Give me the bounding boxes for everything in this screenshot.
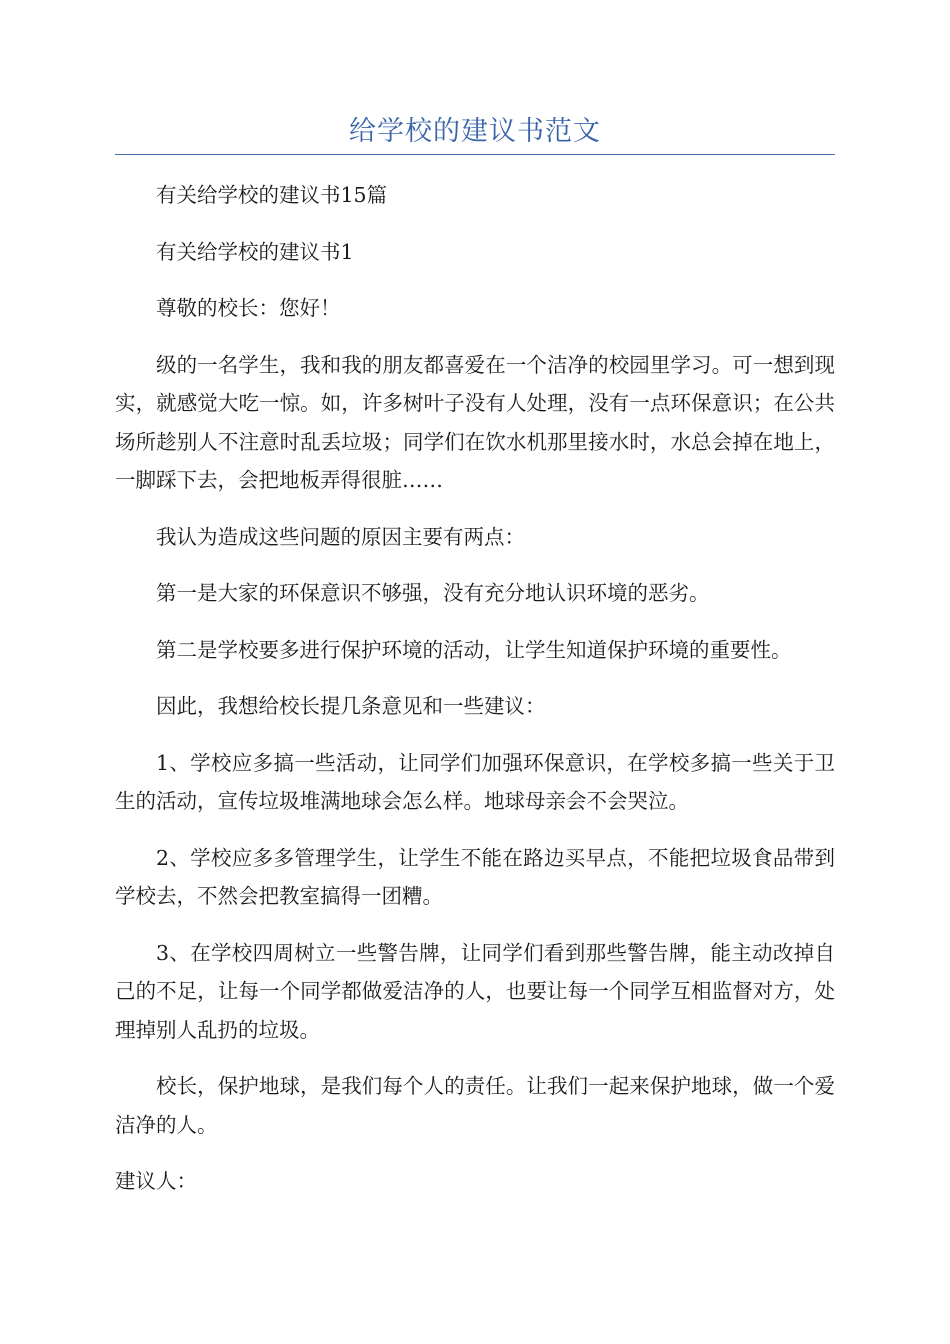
paragraph: 因此，我想给校长提几条意见和一些建议： [156,694,546,718]
paragraph: 我认为造成这些问题的原因主要有两点： [156,524,525,549]
paragraph-salutation: 尊敬的校长：您好！ [156,296,341,320]
paragraph-closing: 校长，保护地球，是我们每个人的责任。让我们一起来保护地球，做一个爱洁净的人。 [115,1074,835,1137]
suggestion-item: 3、在学校四周树立一些警告牌，让同学们看到那些警告牌，能主动改掉自己的不足，让每一个同学都做爱洁净的人，也要让每一个同学互相监督对方，处理掉别人乱扔的垃圾。 [115,940,835,1042]
paragraph: 第一是大家的环保意识不够强，没有充分地认识环境的恶劣。 [156,581,710,605]
signature-label: 建议人： [115,1169,197,1193]
paragraph-heading: 有关给学校的建议书15篇 [156,183,388,207]
title-underline [115,154,835,155]
paragraph: 级的一名学生，我和我的朋友都喜爱在一个洁净的校园里学习。可一想到现实，就感觉大吃一惊。如，许多树叶子没有人处理，没有一点环保意识；在公共场所趁别人不注意时乱丢垃圾；同学们在饮水机那里接水时，水总会掉在地上，一脚踩下去，会把地板弄得很脏…… [115,352,835,492]
document-body [115,176,835,1219]
paragraph-subheading: 有关给学校的建议书1 [156,239,354,264]
suggestion-item: 2、学校应多多管理学生，让学生不能在路边买早点，不能把垃圾食品带到学校去，不然会把教室搞得一团糟。 [115,845,835,908]
paragraph: 第二是学校要多进行保护环境的活动，让学生知道保护环境的重要性。 [156,637,792,662]
document-title: 给学校的建议书范文 [349,116,601,147]
suggestion-item: 1、学校应多搞一些活动，让同学们加强环保意识，在学校多搞一些关于卫生的活动，宣传垃圾堆满地球会怎么样。地球母亲会不会哭泣。 [115,750,835,813]
